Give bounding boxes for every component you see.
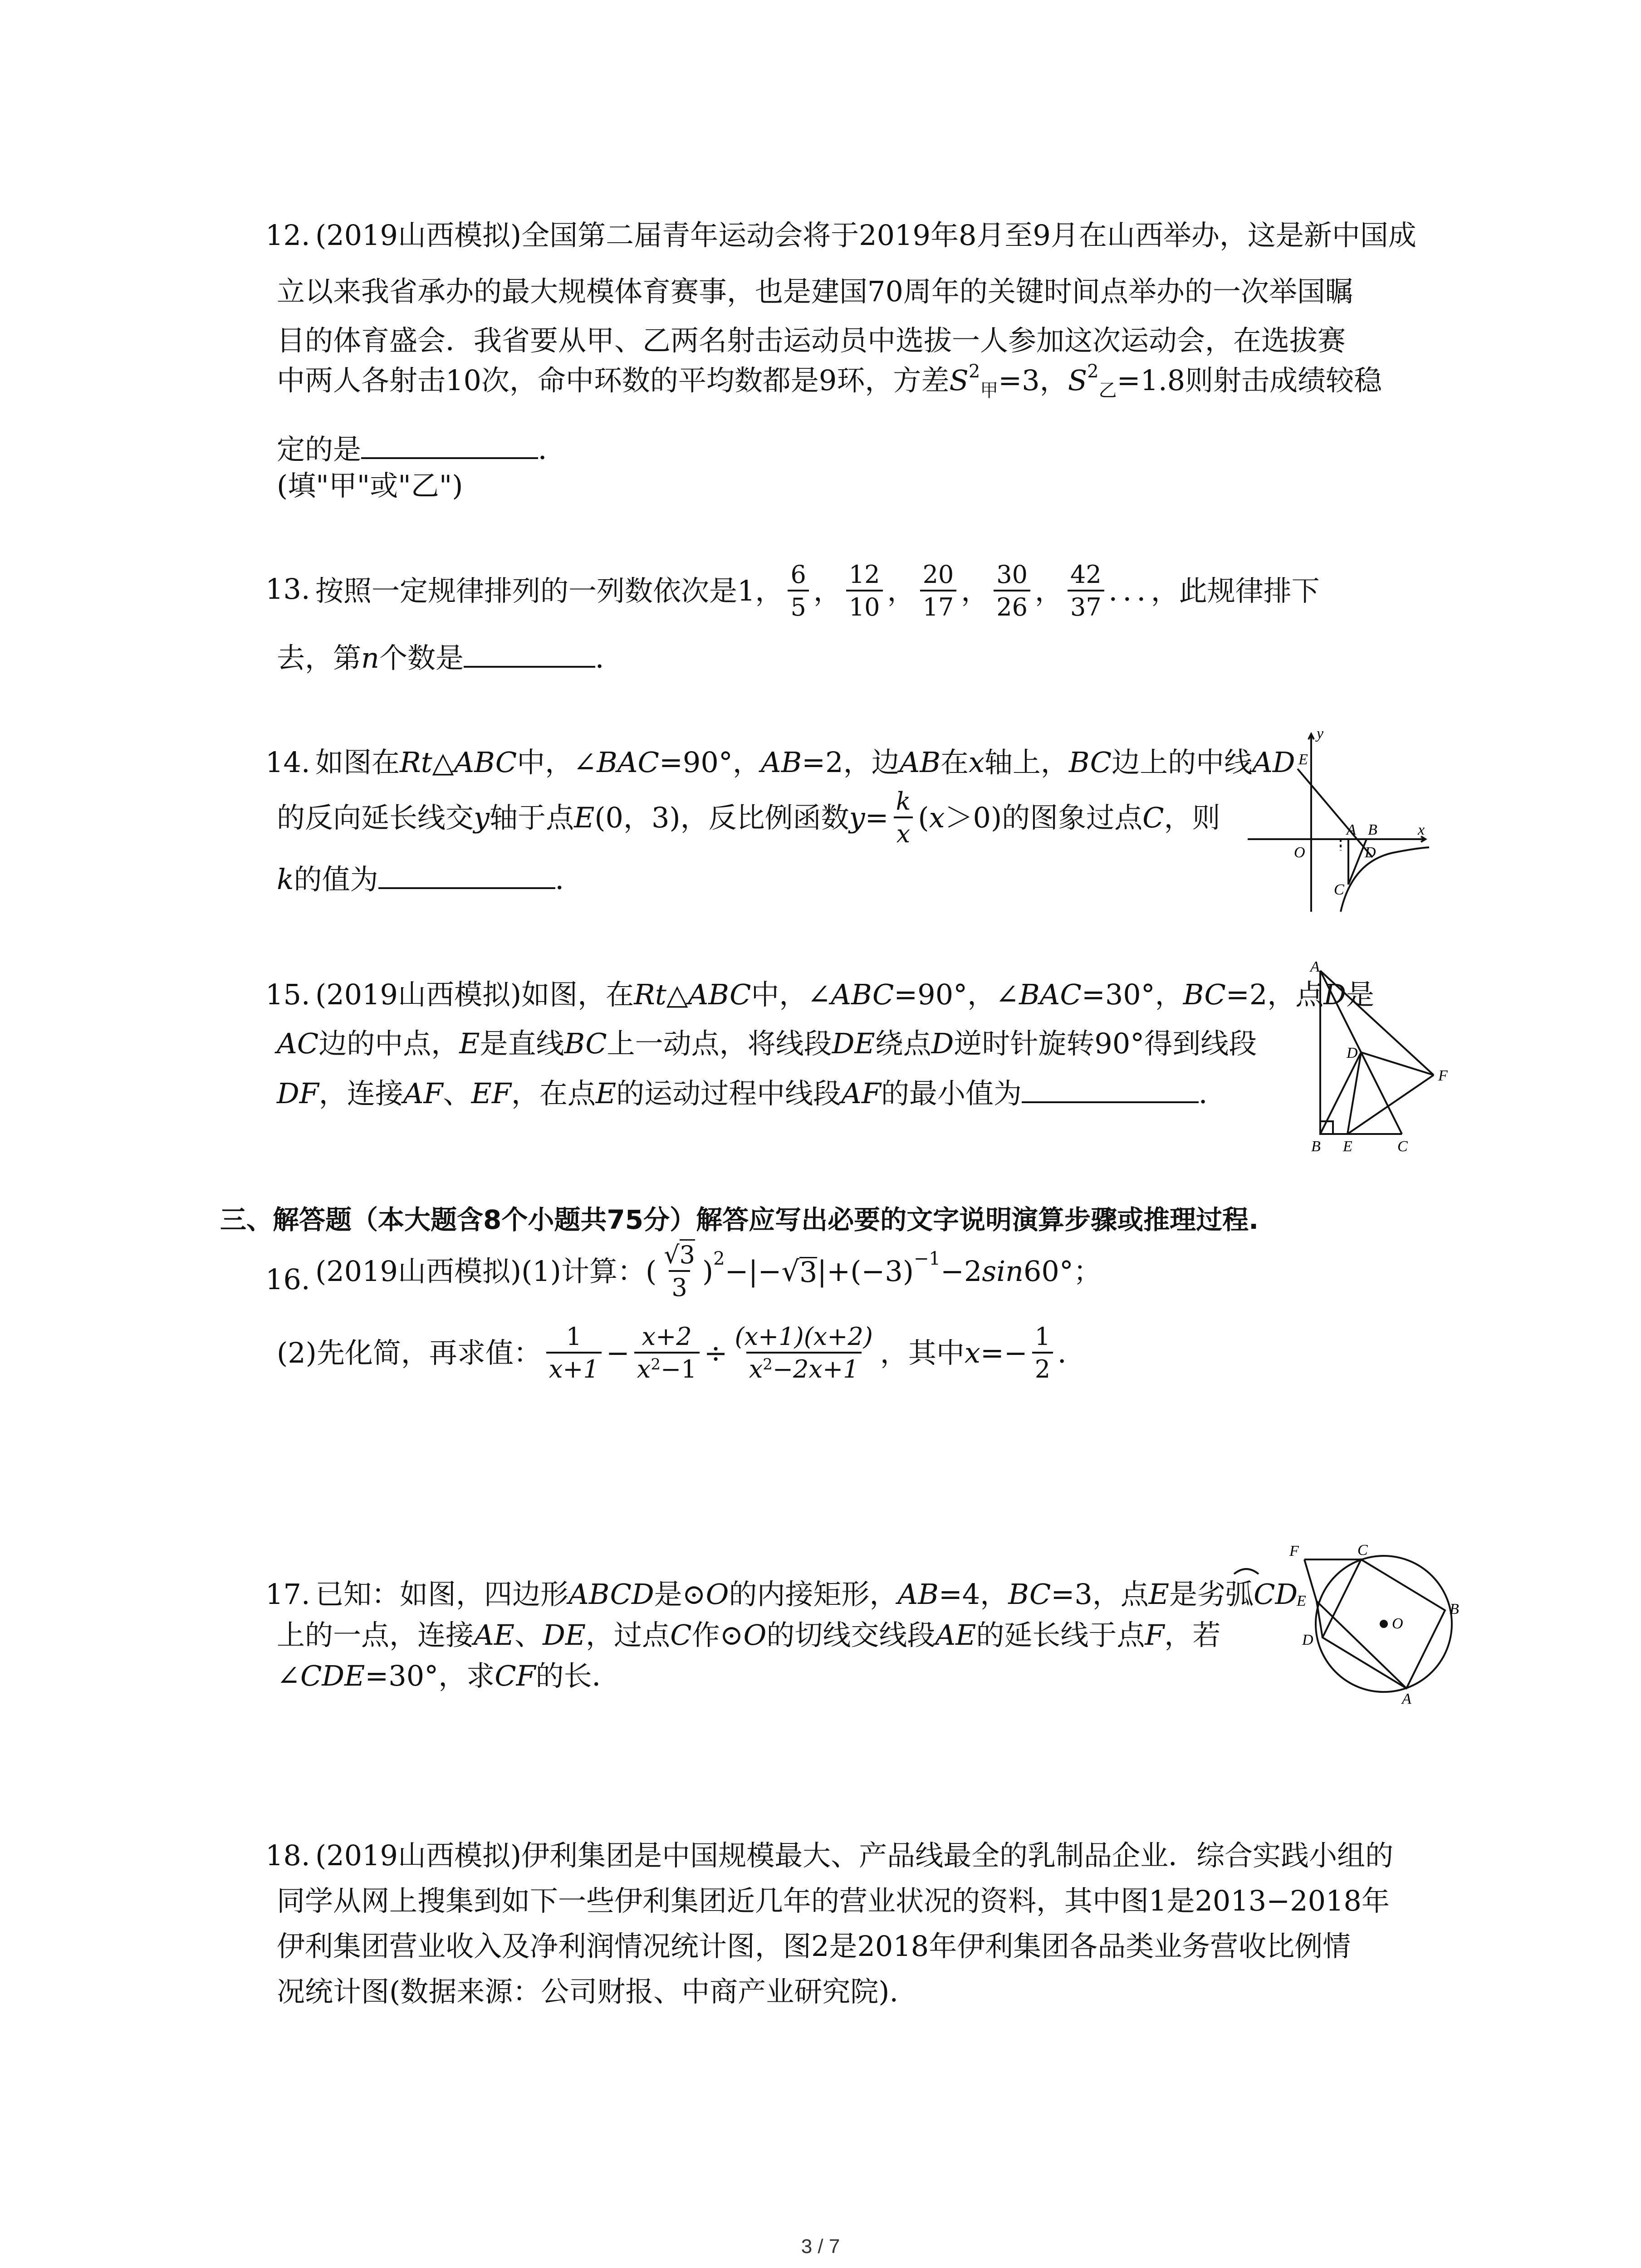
- question-number: 12.: [265, 219, 310, 252]
- question-text: 如图在Rt△ABC中，∠BAC=90°，AB=2，边AB在x轴上，BC边上的中线AD: [315, 746, 1295, 779]
- fraction: $\frac{12}{10}$: [846, 562, 883, 620]
- label-C: C: [1397, 1138, 1408, 1152]
- question-hint: (填"甲"或"乙"): [277, 469, 463, 502]
- question-text: 同学从网上搜集到如下一些伊利集团近几年的营业状况的资料，其中图1是2013−2018年: [277, 1884, 1390, 1917]
- label-A: A: [1402, 1691, 1411, 1706]
- arc-symbol: [1230, 1564, 1262, 1576]
- label-E: E: [1297, 1593, 1306, 1609]
- fraction: $\frac{(x+1)(x+2)}{x^2-2x+1}$: [735, 1322, 873, 1383]
- triangle-figure: [1307, 962, 1461, 1152]
- question-text: (2)先化简，再求值： $\frac{1}{x+1}$ − $\frac{x+2}{x^2-1}$ ÷ $\frac{(x+1)(x+2)}{x^2-2x+1}$ ，其中 x =− $\frac{1}{2}$ ．: [277, 1322, 1086, 1383]
- question-text: (2019山西模拟)(1)计算：( $\frac{√3}{3}$ ) 2 −|− √ 3 |+(−3) −1 −2 sin 60°；: [315, 1243, 1102, 1300]
- fraction: $\frac{20}{17}$: [920, 562, 957, 620]
- question-number: 15.: [265, 978, 310, 1011]
- label-C: C: [1357, 1542, 1368, 1559]
- label-y: y: [1317, 726, 1324, 742]
- question-number: 13.: [265, 572, 310, 606]
- question-text: 立以来我省承办的最大规模体育赛事，也是建国70周年的关键时间点举办的一次举国瞩: [277, 275, 1353, 308]
- question-text: (2019山西模拟)如图，在Rt△ABC中，∠ABC=90°，∠BAC=30°，BC=2，点D是: [315, 978, 1375, 1011]
- question-number: 14.: [265, 746, 310, 779]
- answer-blank[interactable]: [1022, 1079, 1199, 1103]
- question-number: 18.: [265, 1839, 310, 1872]
- question-text: 目的体育盛会．我省要从甲、乙两名射击运动员中选拔一人参加这次运动会，在选拔赛: [277, 324, 1346, 357]
- question-text: 中两人各射击10次，命中环数的平均数都是9环，方差$S^2_甲=3$，$S^2_乙=1.8$则射击成绩较稳: [277, 361, 1382, 401]
- coordinate-figure: [1243, 726, 1434, 916]
- answer-blank[interactable]: [464, 643, 595, 668]
- section-heading: 三、解答题（本大题含8个小题共75分）解答应写出必要的文字说明演算步骤或推理过程.: [220, 1204, 1259, 1235]
- question-text: k的值为 ．: [277, 863, 583, 896]
- question-text: 伊利集团营业收入及净利润情况统计图，图2是2018年伊利集团各品类业务营收比例情: [277, 1930, 1351, 1963]
- label-E: E: [1298, 751, 1308, 768]
- label-O: O: [1392, 1615, 1403, 1632]
- question-text: 况统计图(数据来源：公司财报、中商产业研究院).: [277, 1975, 899, 2008]
- label-C: C: [1334, 881, 1344, 898]
- fraction: $\frac{1}{2}$: [1032, 1325, 1053, 1382]
- answer-blank[interactable]: [378, 865, 555, 889]
- label-B: B: [1311, 1138, 1321, 1152]
- label-F: F: [1438, 1067, 1448, 1084]
- fraction: $\frac{√3}{3}$: [661, 1243, 698, 1300]
- fraction: $\frac{1}{x+1}$: [546, 1325, 602, 1382]
- fraction: $\frac{42}{37}$: [1068, 562, 1104, 620]
- label-A: A: [1310, 962, 1320, 975]
- circle-figure: [1288, 1538, 1479, 1706]
- label-B: B: [1450, 1601, 1459, 1618]
- question-number: 16.: [265, 1263, 310, 1296]
- question-text: 上的一点，连接AE、DE，过点C作⊙O的切线交线段AE的延长线于点F，若: [277, 1618, 1221, 1652]
- question-text: DF，连接AF、EF，在点E的运动过程中线段AF的最小值为 ．: [277, 1077, 1227, 1110]
- question-text: (2019山西模拟)伊利集团是中国规模最大、产品线最全的乳制品企业．综合实践小组的: [315, 1839, 1394, 1872]
- page-number: 3 / 7: [801, 2235, 840, 2258]
- fraction: $\frac{x+2}{x^2-1}$: [634, 1325, 700, 1382]
- question-number: 17.: [265, 1578, 310, 1611]
- label-B: B: [1368, 821, 1377, 838]
- fraction: $\frac{6}{5}$: [788, 562, 808, 620]
- question-text: AC边的中点，E是直线BC上一动点，将线段DE绕点D逆时针旋转90°得到线段: [277, 1027, 1257, 1060]
- fraction: $\frac{k}{x}$: [893, 789, 914, 846]
- label-D: D: [1365, 844, 1376, 861]
- label-D: D: [1347, 1045, 1358, 1061]
- question-text: 去，第n个数是 ．: [277, 641, 623, 675]
- answer-blank[interactable]: [361, 435, 538, 459]
- question-text: 定的是 ．: [277, 433, 567, 466]
- question-text: 按照一定规律排列的一列数依次是1， $\frac{6}{5}$ ， $\frac{12}{10}$ ， $\frac{20}{17}$ ， $\frac{30}{26}$ ， $\frac{42}{37}$ ．．．，此规律排下: [315, 560, 1320, 621]
- question-text: (2019山西模拟)全国第二届青年运动会将于2019年8月至9月在山西举办，这是新中国成: [315, 219, 1416, 252]
- label-F: F: [1289, 1543, 1299, 1559]
- label-A: A: [1347, 821, 1356, 838]
- fraction: $\frac{30}{26}$: [994, 562, 1030, 620]
- question-text: 的反向延长线交 y 轴于点 E (0，3)，反比例函数 y = $\frac{k}{x}$ ( x ＞0)的图象过点 C ，则: [277, 787, 1220, 848]
- label-x: x: [1418, 821, 1425, 838]
- label-O: O: [1294, 844, 1305, 861]
- question-text: ∠CDE=30°，求CF的长．: [277, 1659, 620, 1692]
- label-D: D: [1302, 1632, 1313, 1648]
- question-text: 已知：如图，四边形ABCD是⊙O的内接矩形，AB=4，BC=3，点E是劣弧CD: [315, 1578, 1298, 1611]
- label-E: E: [1343, 1138, 1352, 1152]
